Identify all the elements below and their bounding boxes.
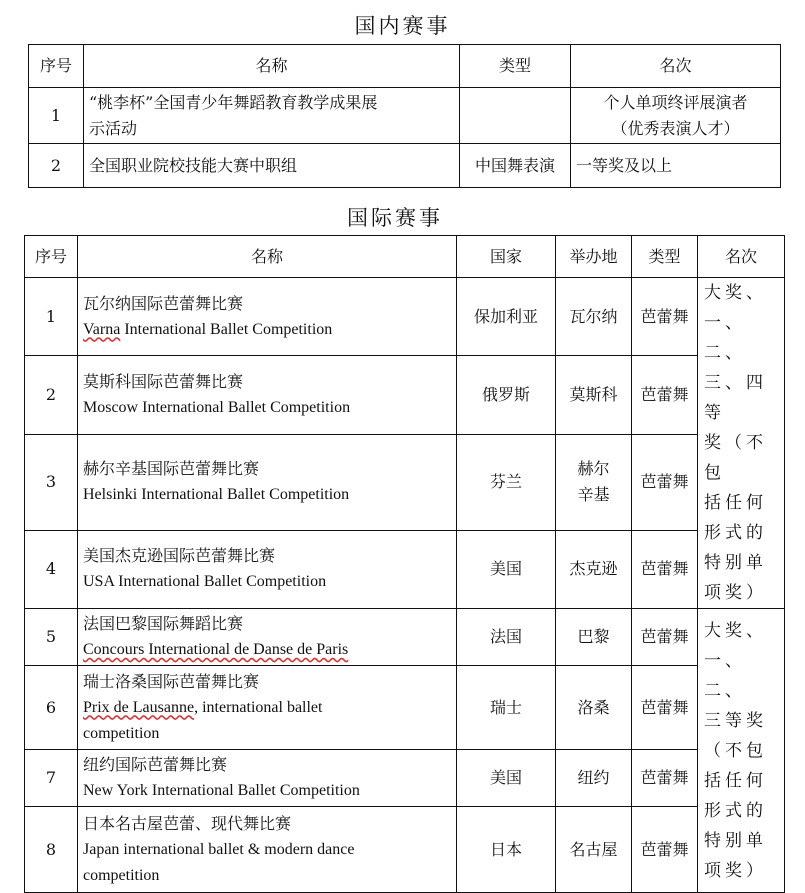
row-country: 俄罗斯 <box>457 356 556 434</box>
rank-line: 三等奖 <box>704 710 767 731</box>
row-name-cn: 日本名古屋芭蕾、现代舞比赛 <box>83 813 292 833</box>
row-rank: 一等奖及以上 <box>571 144 781 188</box>
row-rank-line: （优秀表演人才） <box>611 118 740 138</box>
row-type: 芭蕾舞 <box>632 609 698 666</box>
row-country: 美国 <box>457 750 556 807</box>
row-no: 8 <box>25 807 78 893</box>
row-name <box>78 750 457 807</box>
row-city: 莫斯科 <box>556 356 632 434</box>
rank-line: 形式的 <box>704 523 767 543</box>
row-rank <box>571 88 781 144</box>
row-name-cn: 瓦尔纳国际芭蕾舞比赛 <box>83 293 244 313</box>
rank-line: 形式的 <box>704 800 767 821</box>
row-name-line: “桃李杯”全国青少年舞蹈教育教学成果展 <box>89 92 378 112</box>
row-city <box>556 434 632 530</box>
header-rank: 名次 <box>698 236 785 278</box>
row-name-en: Moscow International Ballet Competition <box>83 398 351 416</box>
row-city: 巴黎 <box>556 609 632 666</box>
row-name-line: 示活动 <box>89 118 138 138</box>
row-name <box>78 356 457 434</box>
rank-line: 括任何 <box>704 770 767 791</box>
row-no: 1 <box>29 88 84 144</box>
row-city: 瓦尔纳 <box>556 278 632 356</box>
row-no: 4 <box>25 530 78 608</box>
row-city: 纽约 <box>556 750 632 807</box>
spell-marked-text: Concours International de Danse de Paris <box>83 641 349 658</box>
international-title: 国际赛事 <box>347 206 443 230</box>
rank-group-2 <box>698 609 785 893</box>
rank-line: 大奖、 <box>704 283 767 303</box>
row-name-en: Helsinki International Ballet Competition <box>83 486 350 504</box>
row-name-en: Japan international ballet & modern dance <box>83 840 355 858</box>
row-type: 芭蕾舞 <box>632 530 698 608</box>
row-no: 2 <box>25 356 78 434</box>
row-name <box>78 434 457 530</box>
row-no: 6 <box>25 666 78 750</box>
row-name-en <box>83 637 451 663</box>
rank-line: （不包 <box>704 740 767 761</box>
header-name: 名称 <box>84 45 460 88</box>
row-country: 瑞士 <box>457 666 556 750</box>
domestic-title: 国内赛事 <box>354 14 451 38</box>
row-country: 保加利亚 <box>457 278 556 356</box>
rank-line: 三、四等 <box>704 373 767 423</box>
rank-line: 项奖） <box>704 860 767 881</box>
row-name: 全国职业院校技能大赛中职组 <box>84 144 460 188</box>
header-no: 序号 <box>25 236 78 278</box>
row-name-cn: 美国杰克逊国际芭蕾舞比赛 <box>83 546 276 566</box>
row-name-en-line3: competition <box>83 866 160 884</box>
row-name-cn: 纽约国际芭蕾舞比赛 <box>83 755 228 774</box>
header-no: 序号 <box>29 45 84 88</box>
header-type: 类型 <box>632 236 698 278</box>
row-name-en-rest: International Ballet Competition <box>120 320 333 338</box>
row-type: 芭蕾舞 <box>632 356 698 434</box>
table-row <box>25 434 785 530</box>
rank-line: 特别单 <box>704 830 767 851</box>
domestic-table <box>28 44 781 188</box>
row-name-en: USA International Ballet Competition <box>83 573 327 591</box>
rank-group-1 <box>698 278 785 609</box>
header-name: 名称 <box>78 236 457 278</box>
row-city: 杰克逊 <box>556 530 632 608</box>
rank-line: 一、二、 <box>704 650 746 701</box>
header-city: 举办地 <box>556 236 632 278</box>
table-row <box>25 807 785 893</box>
row-type: 中国舞表演 <box>460 144 571 188</box>
header-type: 类型 <box>460 45 571 88</box>
row-country: 美国 <box>457 530 556 608</box>
row-no: 5 <box>25 609 78 666</box>
rank-line: 大奖、 <box>704 620 767 641</box>
header-country: 国家 <box>457 236 556 278</box>
row-name-cn: 赫尔辛基国际芭蕾舞比赛 <box>83 459 260 479</box>
spell-marked-text: Varna <box>83 320 121 338</box>
table-row <box>25 750 785 807</box>
row-city: 洛桑 <box>556 666 632 750</box>
row-name-cn: 莫斯科国际芭蕾舞比赛 <box>83 371 244 391</box>
row-city-line: 赫尔 <box>577 459 610 479</box>
row-name <box>78 666 457 750</box>
row-no: 1 <box>25 278 78 356</box>
row-name-cn: 法国巴黎国际舞蹈比赛 <box>83 614 244 633</box>
table-row <box>29 88 781 144</box>
table-header-row <box>25 236 785 278</box>
rank-line: 特别单 <box>704 553 767 573</box>
row-type: 芭蕾舞 <box>632 278 698 356</box>
row-name-en <box>83 695 451 721</box>
row-rank-line: 个人单项终评展演者 <box>603 92 748 112</box>
row-type: 芭蕾舞 <box>632 434 698 530</box>
row-name-en: New York International Ballet Competition <box>83 782 360 799</box>
table-row <box>25 356 785 434</box>
row-type: 芭蕾舞 <box>632 666 698 750</box>
row-name-cn: 瑞士洛桑国际芭蕾舞比赛 <box>83 671 260 691</box>
table-row <box>25 666 785 750</box>
row-name <box>84 88 460 144</box>
table-header-row <box>29 45 781 88</box>
row-country: 法国 <box>457 609 556 666</box>
row-city-line: 辛基 <box>577 485 610 505</box>
row-type: 芭蕾舞 <box>632 807 698 893</box>
row-type: 芭蕾舞 <box>632 750 698 807</box>
spell-marked-text: Prix de Lausanne <box>83 698 195 716</box>
row-country: 日本 <box>457 807 556 893</box>
header-rank: 名次 <box>571 45 781 88</box>
table-row <box>25 530 785 608</box>
row-type <box>460 88 571 144</box>
rank-line: 括任何 <box>704 493 767 513</box>
row-name <box>78 807 457 893</box>
row-no: 7 <box>25 750 78 807</box>
row-name <box>78 530 457 608</box>
row-name-en-line3: competition <box>83 724 160 742</box>
row-name-en <box>83 317 451 343</box>
international-table <box>24 235 785 893</box>
table-row <box>25 609 785 666</box>
table-row <box>25 278 785 356</box>
row-name <box>78 278 457 356</box>
row-no: 3 <box>25 434 78 530</box>
row-name-en-rest: , international ballet <box>194 698 323 716</box>
table-row <box>29 144 781 188</box>
row-city: 名古屋 <box>556 807 632 893</box>
row-no: 2 <box>29 144 84 188</box>
rank-line: 一、二、 <box>704 313 746 363</box>
rank-line: 奖（不包 <box>704 433 767 483</box>
row-name <box>78 609 457 666</box>
row-country: 芬兰 <box>457 434 556 530</box>
rank-line: 项奖） <box>704 583 767 603</box>
